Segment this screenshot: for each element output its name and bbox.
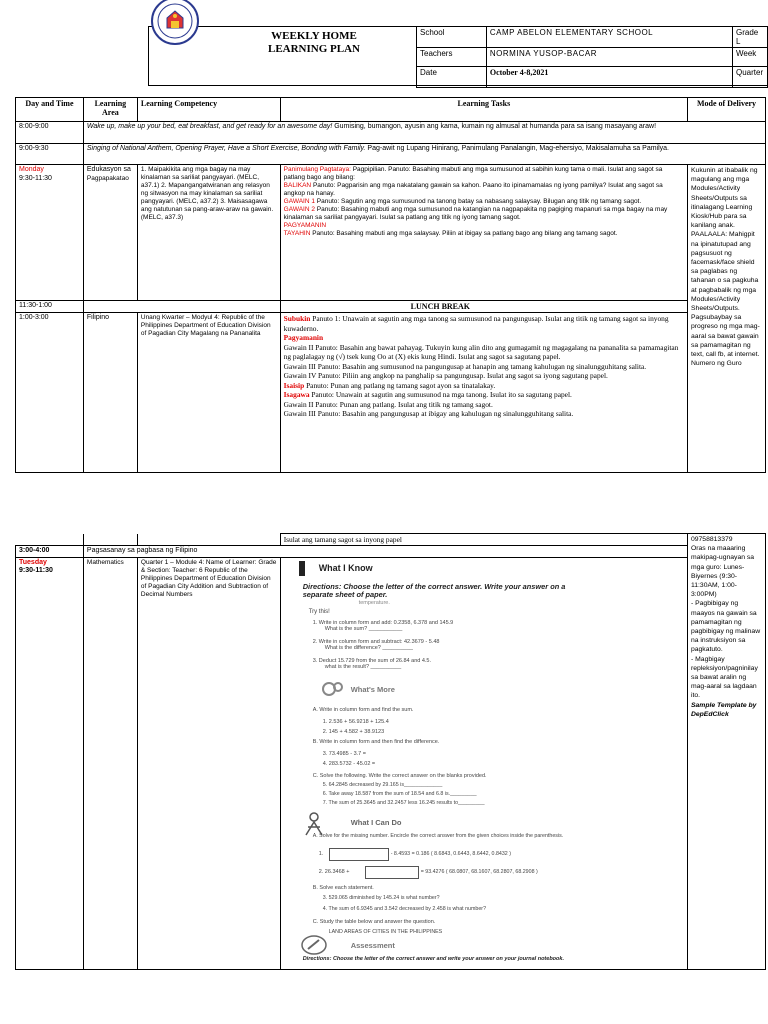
tuesday-day: Tuesday bbox=[19, 558, 47, 566]
filipino-task-2 bbox=[284, 333, 684, 343]
filipino-task-3-text: Gawain II Panuto: Basahin ang bawat pahayag. Tukuyin kung alin dito ang gumagamit ng magagalang na pananalita sa pamamagitan ng paglalagay ng (√) tsek kung Oo at (X) ekis kung Hindi. Isulat ang sagot sa sagutang papel. bbox=[283, 342, 679, 361]
filipino-task-9-text: Gawain III Panuto: Basahin ang pangungusap at ibigay ang kahulugan ng sinalungguhitang salita. bbox=[283, 409, 574, 418]
filipino-task-3 bbox=[284, 343, 684, 362]
tuesday-cell bbox=[16, 557, 84, 969]
worksheet-temperature: temperature. bbox=[358, 599, 390, 606]
filipino-task-6 bbox=[284, 381, 684, 391]
page2-mode-of-delivery bbox=[687, 534, 765, 970]
continued-task: Isulat ang tamang sagot sa inyong papel bbox=[280, 534, 687, 546]
col-learning-tasks: Learning Tasks bbox=[280, 98, 687, 122]
filipino-task-8 bbox=[284, 400, 684, 410]
sing-time: 9:00-9:30 bbox=[16, 144, 84, 165]
wm-a2: 2. 145 + 4.582 + 38.9123 bbox=[322, 728, 385, 735]
monday-task-1-head: Panimulang Pagtataya: bbox=[283, 166, 351, 173]
wcd-1-num: 1. bbox=[318, 850, 324, 857]
wake-text-body: Gumising, bumangon, ayusin ang kama, kumain ng almusal at humanda para sa isang masayang araw! bbox=[332, 123, 657, 130]
date-label: Date bbox=[417, 67, 487, 88]
try-this: Try this! bbox=[308, 608, 330, 615]
teachers-label: Teachers bbox=[417, 48, 487, 67]
weekly-plan-table-continued bbox=[15, 533, 766, 970]
filipino-task-5 bbox=[284, 371, 684, 381]
monday-task-5-head: PAGYAMANIN bbox=[283, 222, 327, 229]
wm-c6: 6. Take away 18.587 from the sum of 18.54 and 6.8 is._________ bbox=[322, 790, 477, 797]
sing-text-body: Pag-awit ng Lupang Hinirang, Panimulang Panalangin, Mag-ehersiyo, Makisalamuha sa Pamilya. bbox=[365, 145, 669, 152]
header-title bbox=[219, 30, 409, 56]
monday-task-4 bbox=[284, 206, 684, 222]
page2-mode-italic: Sample Template by DepEdClick bbox=[690, 701, 757, 718]
col-learning-competency: Learning Competency bbox=[137, 98, 280, 122]
monday-mode-of-delivery: Kukunin at ibabalik ng magulang ang mga Modules/Activity Sheets/Outputs sa itinalagang Learning Kiosk/Hub para sa kanilang anak. PAALAALA: Mahigpit na ipinatutupad ang pagsusuot ng facemask/face shield sa paglabas ng tahanan o sa pagkuha at pagbabalik ng mga Modules/Activity Sheets/Outputs. Pagsubaybay sa progreso ng mga mag-aaral sa bawat gawain sa pamamagitan ng text, call fb, at internet. Numero ng Guro bbox=[688, 165, 766, 473]
monday-task-1 bbox=[284, 166, 684, 182]
monday-task-3-head: GAWAIN 1 bbox=[283, 198, 315, 205]
sing-text bbox=[83, 144, 765, 165]
wcd-1-blank-box bbox=[329, 848, 389, 861]
wake-time: 8:00-9:00 bbox=[16, 122, 84, 144]
grade-label: Grade L bbox=[732, 27, 767, 48]
monday-task-6 bbox=[284, 230, 684, 238]
monday-cell bbox=[16, 165, 84, 301]
assessment-heading: Assessment bbox=[350, 940, 395, 950]
what-i-can-do-heading: What I Can Do bbox=[350, 817, 402, 827]
monday-area bbox=[83, 165, 137, 301]
filipino-tasks bbox=[280, 313, 687, 473]
wcd-c: C. Study the table below and answer the question. bbox=[312, 918, 436, 925]
monday-area-line2: Pagpapakatao bbox=[86, 174, 129, 182]
worksheet-cell bbox=[280, 557, 687, 969]
wcd-b: B. Solve each statement. bbox=[312, 884, 374, 891]
filipino-task-5-text: Gawain IV Panuto: Piliin ang angkop na panghalip sa pangungusap. Isulat ang sagot sa iyong sagutang papel. bbox=[283, 371, 608, 380]
wcd-2-blank-box bbox=[365, 866, 419, 879]
wm-b: B. Write in column form and then find the difference. bbox=[312, 738, 440, 745]
tuesday-area: Mathematics bbox=[83, 557, 137, 969]
header-info-table bbox=[416, 26, 768, 88]
lunch-time: 11:30-1:00 bbox=[16, 301, 84, 313]
monday-task-3-text: Panuto: Sagutin ang mga sumusunod na tanong batay sa nabasang salaysay. Bilugan ang titik ng tamang sagot. bbox=[314, 198, 642, 205]
pagsasanay-time: 3:00-4:00 bbox=[16, 546, 84, 558]
pencil-icon bbox=[301, 935, 327, 955]
monday-day: Monday bbox=[19, 166, 44, 173]
col-day-time: Day and Time bbox=[16, 98, 84, 122]
filipino-task-1 bbox=[284, 314, 684, 333]
filipino-task-7 bbox=[284, 390, 684, 400]
filipino-task-1-text: Panuto 1: Unawain at sagutin ang mga tanong sa sumusunod na pangungusap. Isulat ang titik ng tamang sagot sa inyong kuwaderno. bbox=[283, 314, 669, 333]
monday-competency: 1. Maipakikita ang mga bagay na may kinalaman sa sariliat pangyayari. (MELC, a37.1) 2. Mapangangatwiranan ang relasyon ng sitwasyon na may kinalaman sa sariliat pangyayari. (MELC, a37.2) 3. Maisasagawa ang natutunan sa pang-araw-araw na gawain. (MELC, a37.3) bbox=[137, 165, 280, 301]
filipino-task-4-text: Gawain III Panuto: Basahin ang sumusunod na pangungusap at hanapin ang tamang kahulugan ng sinalungguhitang salita. bbox=[283, 361, 647, 371]
filipino-task-7-head: Isagawa bbox=[283, 390, 310, 399]
wik-q1-line1: 1. Write in column form and add: 0.2358, 6.378 and 145.9 bbox=[312, 619, 454, 626]
filipino-task-7-text: Panuto: Unawain at sagutin ang sumusunod na mga tanong. Isulat ito sa sagutang papel. bbox=[309, 390, 572, 399]
filipino-competency: Unang Kwarter – Modyul 4: Republic of the Philippines Department of Education Division of Pagadian City Magalang na Pananalita bbox=[137, 313, 280, 473]
wm-c5: 5. 64.2845 decreased by 29.165 is_____________ bbox=[322, 781, 443, 788]
wcd-4: 4. The sum of 6.9345 and 3.542 decreased by 2.458 is what number? bbox=[322, 905, 487, 912]
monday-task-4-head: GAWAIN 2 bbox=[283, 206, 315, 213]
col-mode-of-delivery: Mode of Delivery bbox=[688, 98, 766, 122]
wcd-2-num: 2. 26.3468 + bbox=[318, 868, 350, 875]
what-i-know-heading: What I Know bbox=[318, 562, 373, 573]
monday-task-6-head: TAYAHIN bbox=[283, 230, 311, 237]
monday-task-2-text: Panuto: Pagparisin ang mga nakatalang gawain sa kahon. Paano ito ipinamamalas ng iyong pamilya? Isulat ang sagot sa angkop na hanay. bbox=[283, 182, 663, 197]
gears-icon bbox=[321, 679, 345, 699]
lunch-break-label: LUNCH BREAK bbox=[280, 301, 687, 313]
wik-q3 bbox=[313, 658, 431, 671]
wm-b3: 3. 73.4985 - 3.7 = bbox=[322, 750, 366, 757]
monday-area-line1: Edukasyon sa bbox=[86, 166, 131, 173]
monday-task-3 bbox=[284, 198, 684, 206]
monday-task-5 bbox=[284, 222, 684, 230]
date-value: October 4-8,2021 bbox=[486, 67, 732, 88]
monday-task-4-text: Panuto: Basahing mabuti ang mga sumusunod na katangian na nagpapakita ng pagiging mapanuri sa mga bagay na may kinalaman sa sariliat pangyayari. Isulat sa patlang ang titik ng iyong tamang sagot. bbox=[283, 206, 668, 221]
wm-c: C. Solve the following. Write the correct answer on the blanks provided. bbox=[312, 772, 487, 779]
teachers-value: NORMINA YUSOP-BACAR bbox=[486, 48, 732, 67]
tuesday-time: 9:30-11:30 bbox=[19, 567, 53, 575]
wcd-1-text: - 8.4593 = 0.186 ( 8.6843, 0.6443, 8.6442, 0.8432 ) bbox=[390, 850, 511, 857]
col-learning-area: Learning Area bbox=[83, 98, 137, 122]
wcd-3: 3. 529.065 diminished by 145.24 is what number? bbox=[322, 894, 440, 901]
worksheet-image bbox=[299, 561, 599, 965]
filipino-area: Filipino bbox=[83, 313, 137, 473]
filipino-task-1-head: Subukin bbox=[283, 314, 311, 323]
filipino-task-6-head: Isaisip bbox=[283, 380, 305, 390]
quarter-label: Quarter bbox=[732, 67, 767, 88]
monday-task-6-text: Panuto: Basahing mabuti ang mga salaysay. Piliin at ibigay sa patlang bago ang bilang ang tamang sagot. bbox=[310, 230, 618, 237]
wik-q2-line1: 2. Write in column form and subtract: 42.3679 - 5.48 bbox=[312, 638, 440, 645]
wik-q1-line2: What is the sum? ___________ bbox=[324, 626, 403, 633]
wik-q1 bbox=[313, 620, 454, 633]
tuesday-competency: Quarter 1 – Module 4: Name of Learner: Grade & Section: Teacher: 6 Republic of the Philippines Department of Education Division of Pagadian City Addition and Subtraction of Decimal Numbers bbox=[137, 557, 280, 969]
monday-tasks bbox=[280, 165, 687, 301]
banner-bar-icon bbox=[299, 561, 305, 576]
wm-c7: 7. The sum of 25.3645 and 32.2457 less 16.245 results to_________ bbox=[322, 799, 485, 806]
filipino-task-8-text: Gawain II Panuto: Punan ang patlang. Isulat ang titik ng tamang sagot. bbox=[283, 399, 493, 409]
monday-task-2-head: BALIKAN bbox=[283, 182, 312, 189]
filipino-task-2-head: Pagyamanin bbox=[283, 333, 324, 342]
wcd-c-table-title: LAND AREAS OF CITIES IN THE PHILIPPINES bbox=[328, 928, 443, 935]
wik-q2-line2: What is the difference? __________ bbox=[324, 645, 413, 652]
whats-more-heading: What's More bbox=[350, 684, 395, 694]
monday-task-2 bbox=[284, 182, 684, 198]
week-label: Week bbox=[732, 48, 767, 67]
worksheet-directions-2: Directions: Choose the letter of the correct answer and write your answer on your journal notebook. bbox=[302, 955, 564, 962]
wik-q3-line2: what is the result? __________ bbox=[324, 664, 402, 671]
header-title-line1: WEEKLY HOME bbox=[271, 30, 357, 42]
wcd-a: A. Solve for the missing number. Encircle the correct answer from the given choices inside the parenthesis. bbox=[312, 832, 564, 839]
wik-q3-line1: 3. Deduct 15.729 from the sum of 26.84 and 4.5. bbox=[312, 657, 432, 664]
monday-task-1-text: Pagpipilian. Panuto: Basahing mabuti ang mga sumusunod at sabihin kung tama o mali. Isulat ang sagot sa patlang bago ang bilang: bbox=[283, 166, 663, 181]
page2-mode-text: 09758813379 Oras na maaaring makipag-ugnayan sa mga guro: Lunes-Biyernes (9:30-11:30AM, 1:00-3:00PM) - Pagbibigay ng maayos na gawain sa pamamagitan ng pagbibigay ng malinaw na instruksiyon sa pagkatuto. - Magbigay repleksiyon/pagninilay sa bawat aralin ng mag-aaral sa lagdaan ito. bbox=[690, 536, 761, 700]
monday-time: 9:30-11:30 bbox=[19, 174, 52, 182]
wik-q2 bbox=[313, 639, 440, 652]
pagsasanay-text: Pagsasanay sa pagbasa ng Filipino bbox=[83, 546, 687, 558]
filipino-task-4 bbox=[284, 362, 684, 372]
sing-text-italic: Singing of National Anthem, Opening Prayer, Have a Short Exercise, Bonding with Family. bbox=[86, 145, 366, 152]
wcd-2-text: = 93.4276 ( 68.0807, 68.1607, 68.2807, 68.2908 ) bbox=[420, 868, 538, 875]
wake-text-italic: Wake up, make up your bed, eat breakfast, and get ready for an awesome day! bbox=[86, 123, 333, 130]
wm-a1: 1. 2.536 + 56.9218 + 125.4 bbox=[322, 718, 389, 725]
school-value: CAMP ABELON ELEMENTARY SCHOOL bbox=[486, 27, 732, 48]
wm-a: A. Write in column form and find the sum. bbox=[312, 706, 414, 713]
wake-text bbox=[83, 122, 765, 144]
header-title-line2: LEARNING PLAN bbox=[268, 43, 360, 55]
weekly-plan-table bbox=[15, 97, 766, 473]
filipino-task-6-text: Panuto: Punan ang patlang ng tamang sagot ayon sa tinatalakay. bbox=[304, 380, 496, 390]
worksheet-directions-1: Directions: Choose the letter of the correct answer. Write your answer on a separate sheet of paper. bbox=[302, 581, 566, 600]
deped-seal-icon bbox=[150, 0, 200, 46]
wm-b4: 4. 283.5732 - 45.02 = bbox=[322, 760, 376, 767]
filipino-time: 1:00-3:00 bbox=[16, 313, 84, 473]
school-label: School bbox=[417, 27, 487, 48]
filipino-task-9 bbox=[284, 409, 684, 419]
